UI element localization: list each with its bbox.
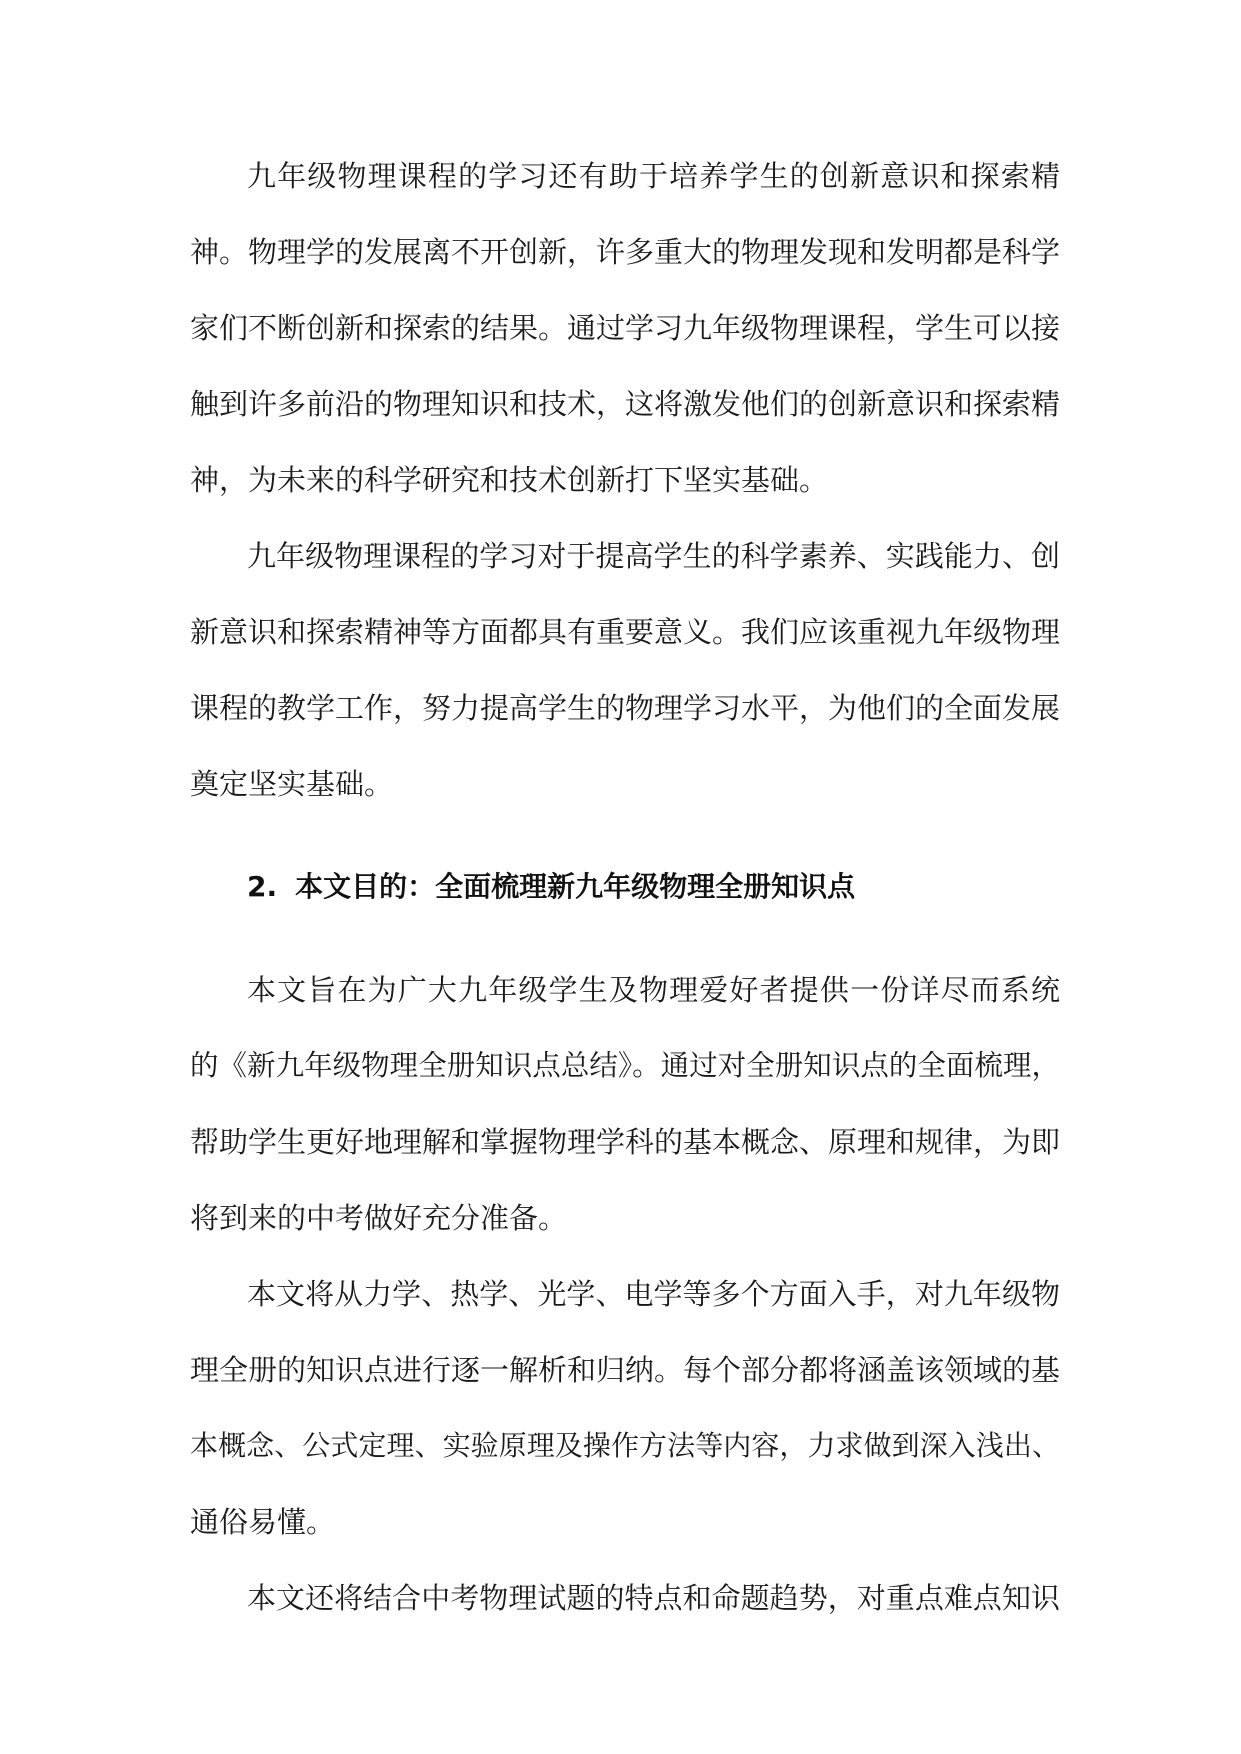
paragraph-1-line-4: 触到许多前沿的物理知识和技术，这将激发他们的创新意识和探索精 (190, 387, 1061, 421)
paragraph-2-line-4: 奠定坚实基础。 (190, 767, 394, 801)
paragraph-1-line-3: 家们不断创新和探索的结果。通过学习九年级物理课程，学生可以接 (190, 311, 1061, 345)
section-number: 2. (247, 870, 278, 903)
paragraph-1-line-2: 神。物理学的发展离不开创新，许多重大的物理发现和发明都是科学 (190, 235, 1061, 269)
paragraph-3-line-4: 将到来的中考做好充分准备。 (190, 1201, 568, 1235)
section-heading (247, 849, 1060, 925)
section-title: 本文目的：全面梳理新九年级物理全册知识点 (295, 870, 856, 903)
paragraph-2-line-1: 九年级物理课程的学习对于提高学生的科学素养、实践能力、创 (247, 539, 1060, 573)
paragraph-4-line-3: 本概念、公式定理、实验原理及操作方法等内容，力求做到深入浅出、 (190, 1429, 1060, 1462)
paragraph-3-line-1: 本文旨在为广大九年级学生及物理爱好者提供一份详尽而系统 (247, 973, 1060, 1007)
paragraph-3-line-3: 帮助学生更好地理解和掌握物理学科的基本概念、原理和规律，为即 (190, 1125, 1061, 1159)
paragraph-4-line-2: 理全册的知识点进行逐一解析和归纳。每个部分都将涵盖该领域的基 (190, 1353, 1061, 1387)
paragraph-3-line-2: 的《新九年级物理全册知识点总结》。通过对全册知识点的全面梳理， (190, 1049, 1060, 1082)
paragraph-1-line-5: 神，为未来的科学研究和技术创新打下坚实基础。 (190, 463, 829, 497)
paragraph-2-line-2: 新意识和探索精神等方面都具有重要意义。我们应该重视九年级物理 (190, 615, 1061, 649)
paragraph-2-line-3: 课程的教学工作，努力提高学生的物理学习水平，为他们的全面发展 (190, 691, 1061, 725)
paragraph-5-line-1: 本文还将结合中考物理试题的特点和命题趋势，对重点难点知识 (247, 1581, 1060, 1615)
paragraph-4-line-4: 通俗易懂。 (190, 1505, 336, 1539)
paragraph-4-line-1: 本文将从力学、热学、光学、电学等多个方面入手，对九年级物 (247, 1277, 1060, 1311)
paragraph-1-line-1: 九年级物理课程的学习还有助于培养学生的创新意识和探索精 (247, 159, 1060, 193)
